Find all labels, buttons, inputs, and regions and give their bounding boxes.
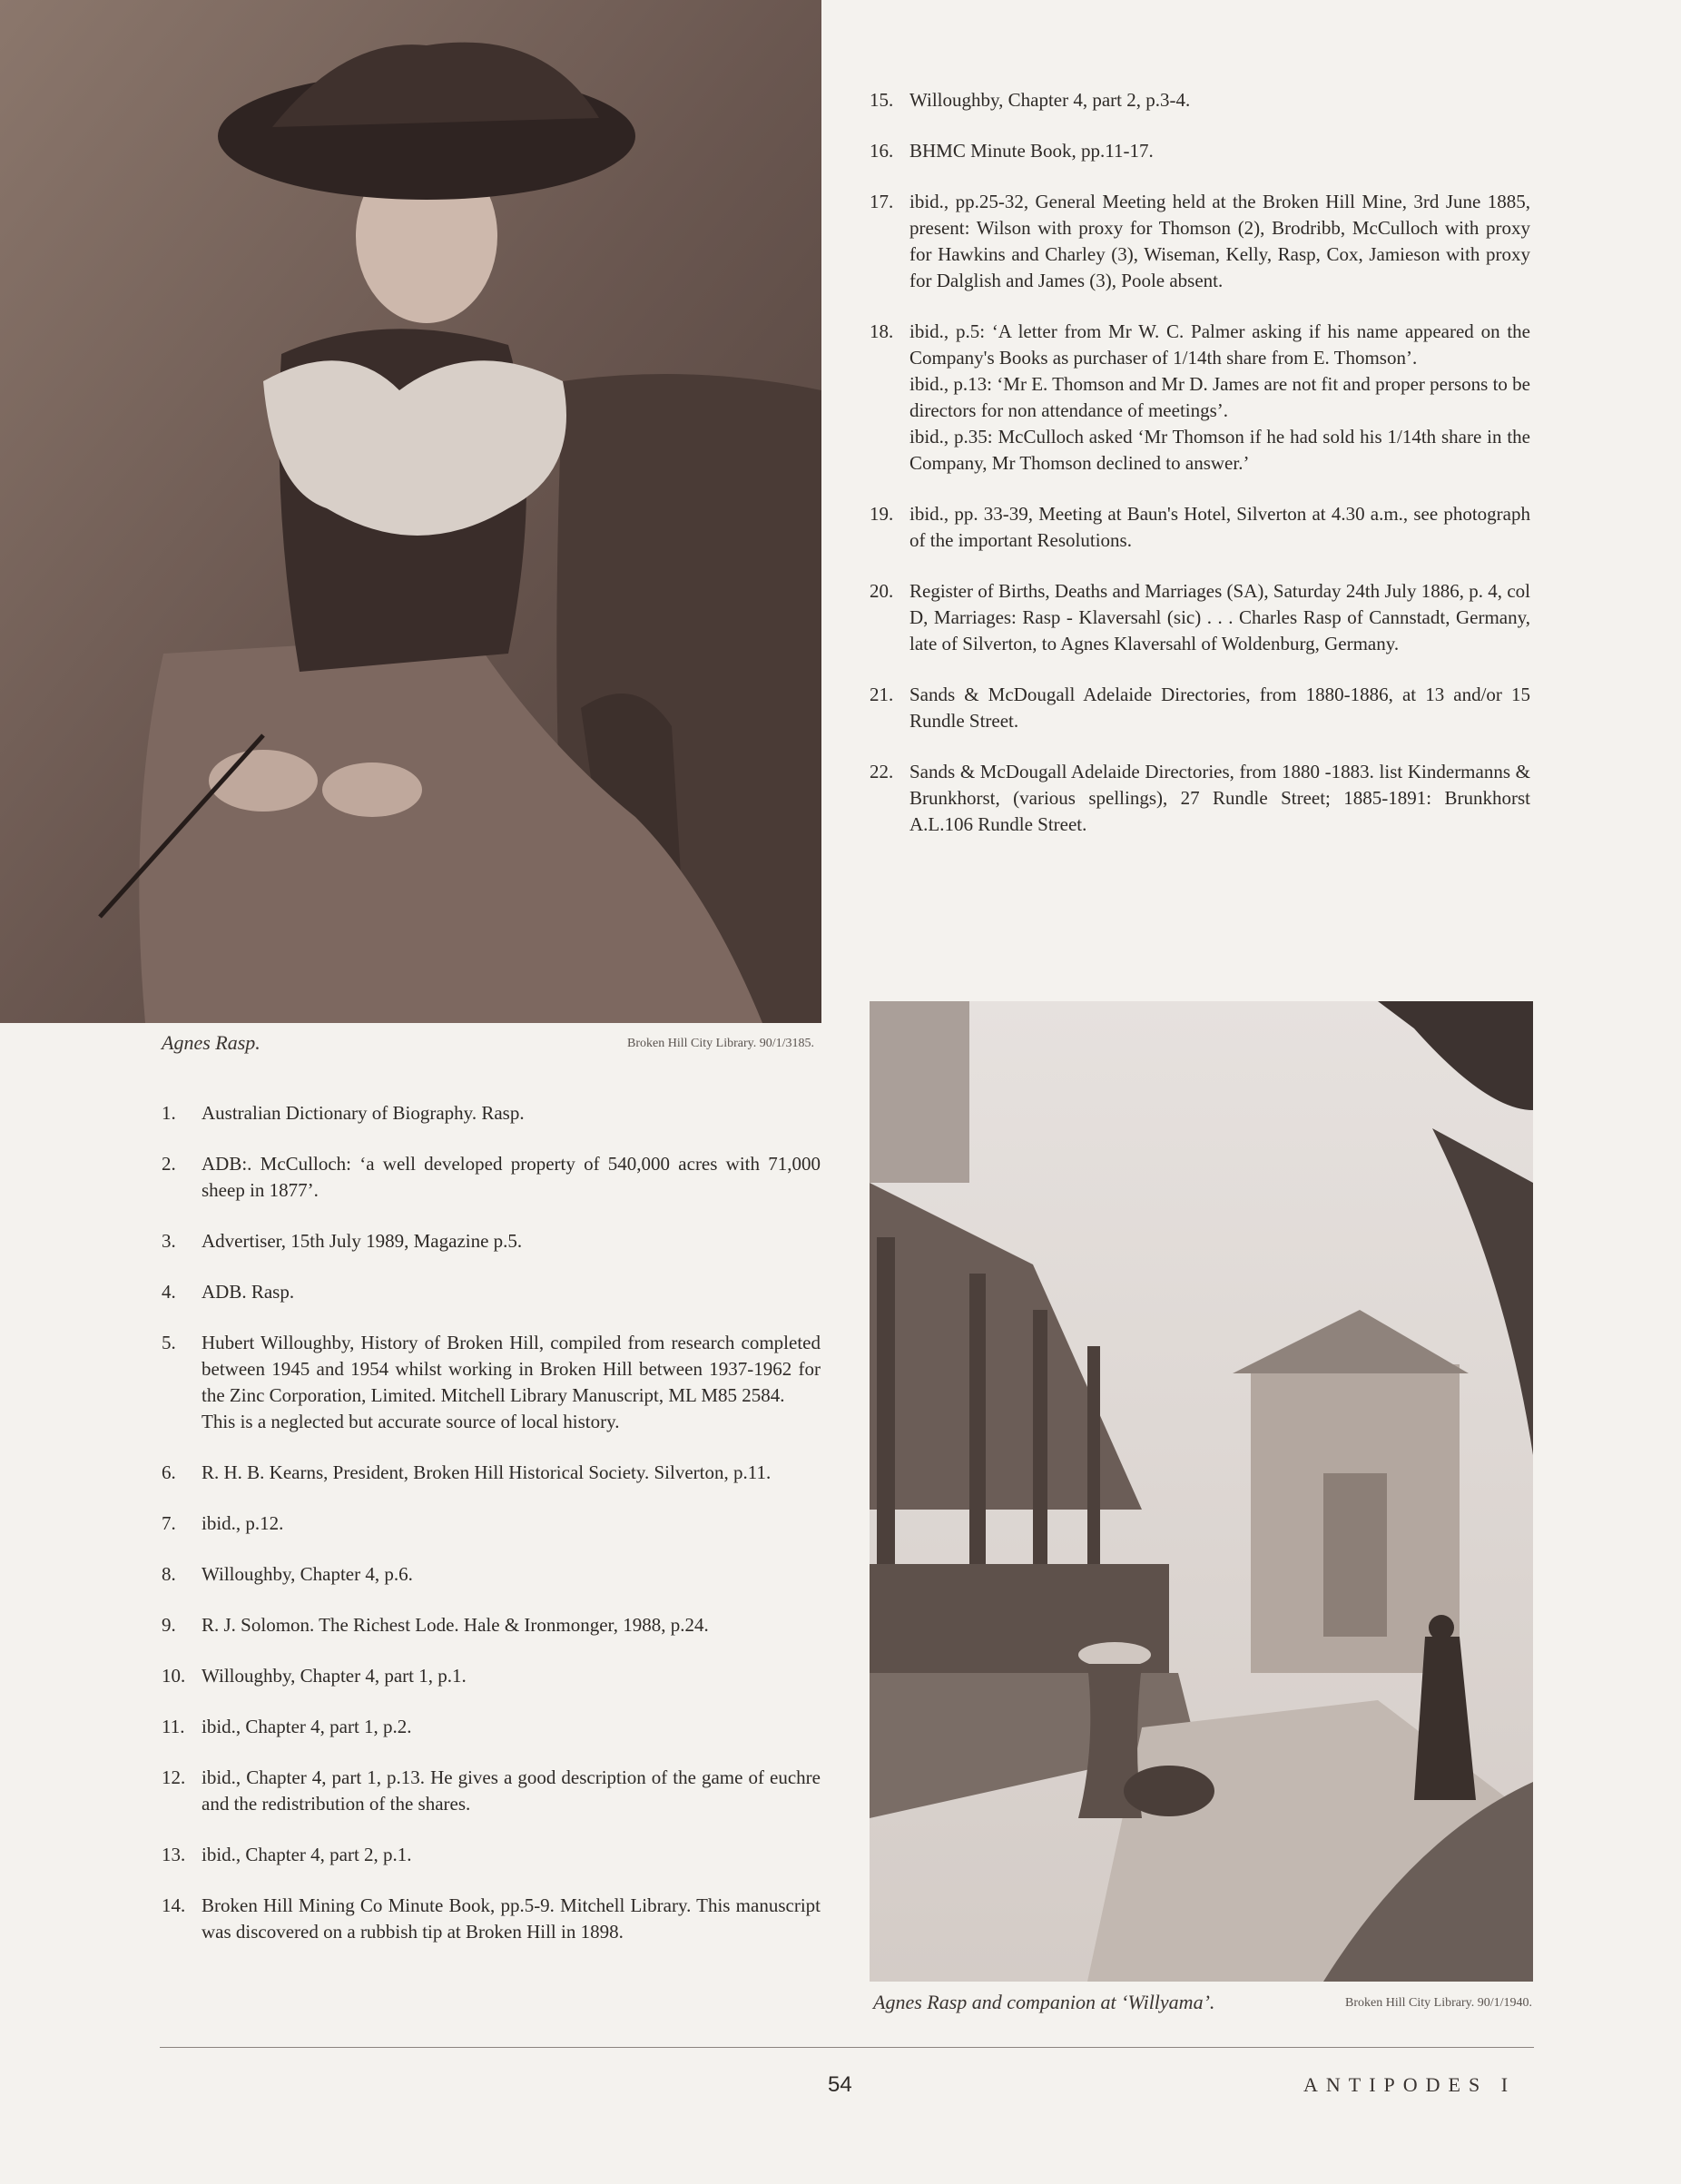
willyama-photo-credit: Broken Hill City Library. 90/1/1940.: [1345, 1996, 1532, 2010]
endnote-text: Hubert Willoughby, History of Broken Hill, compiled from research completed between 1945 and 1954 whilst working in Broken Hill between 1937-1962 for the Zinc Corporation, Limited. Mitchell Library Manuscript, ML M85 2584.: [202, 1332, 821, 1406]
endnote-text: Australian Dictionary of Biography. Rasp.: [202, 1102, 525, 1124]
agnes-rasp-portrait-photo: [0, 0, 821, 1023]
endnote-text: ibid., p.13: ‘Mr E. Thomson and Mr D. James are not fit and proper persons to be directors for non attendance of meetings’.: [909, 373, 1530, 421]
endnote-text: ADB:. McCulloch: ‘a well developed property of 540,000 acres with 71,000 sheep in 1877’.: [202, 1153, 821, 1201]
endnote-text: ibid., Chapter 4, part 2, p.1.: [202, 1844, 412, 1865]
endnote-item: [162, 1842, 821, 1868]
endnote-item: [162, 1663, 821, 1689]
endnote-number: 2.: [162, 1153, 176, 1175]
journal-name: ANTIPODES I: [1303, 2073, 1517, 2096]
endnote-text: ADB. Rasp.: [202, 1281, 295, 1303]
endnote-number: 19.: [870, 503, 894, 525]
willyama-photo-caption: [871, 1991, 1534, 2022]
endnote-item: [162, 1228, 821, 1254]
endnote-item: [162, 1460, 821, 1486]
endnote-item: [162, 1100, 821, 1126]
endnote-text: R. H. B. Kearns, President, Broken Hill Historical Society. Silverton, p.11.: [202, 1461, 772, 1483]
endnote-item: [870, 759, 1530, 838]
page-number: 54: [828, 2072, 852, 2097]
endnote-text: Register of Births, Deaths and Marriages (SA), Saturday 24th July 1886, p. 4, col D, Marriages: Rasp - Klaversahl (sic) . . . Charles Rasp of Cannstadt, Germany, late of Silverton, to Agnes Klaversahl of Woldenburg, Germany.: [909, 580, 1530, 654]
endnote-item: [162, 1330, 821, 1435]
endnote-number: 9.: [162, 1614, 176, 1636]
willyama-house-photo: [870, 1001, 1533, 1982]
endnote-number: 11.: [162, 1716, 185, 1737]
endnote-item: [870, 319, 1530, 477]
endnote-text: BHMC Minute Book, pp.11-17.: [909, 140, 1154, 162]
endnote-text: Sands & McDougall Adelaide Directories, from 1880-1886, at 13 and/or 15 Rundle Street.: [909, 684, 1530, 732]
endnote-text: This is a neglected but accurate source of local history.: [202, 1411, 620, 1432]
endnote-text: ibid., Chapter 4, part 1, p.13. He gives a good description of the game of euchre and the redistribution of the shares.: [202, 1766, 821, 1815]
endnote-item: [162, 1765, 821, 1817]
endnotes-right-column: [870, 87, 1530, 862]
endnote-item: [870, 501, 1530, 554]
endnote-text: Willoughby, Chapter 4, p.6.: [202, 1563, 413, 1585]
endnotes-left-column: [162, 1100, 821, 1970]
endnote-item: [162, 1279, 821, 1305]
endnote-number: 8.: [162, 1563, 176, 1585]
endnote-text: R. J. Solomon. The Richest Lode. Hale & Ironmonger, 1988, p.24.: [202, 1614, 709, 1636]
endnote-item: [162, 1893, 821, 1945]
endnote-number: 10.: [162, 1665, 186, 1687]
endnote-text: Willoughby, Chapter 4, part 2, p.3-4.: [909, 89, 1191, 111]
endnote-number: 7.: [162, 1512, 176, 1534]
endnote-number: 4.: [162, 1281, 176, 1303]
endnote-text: ibid., pp.25-32, General Meeting held at the Broken Hill Mine, 3rd June 1885, present: Wilson with proxy for Thomson (2), Brodribb, McCulloch with proxy for Hawkins and Charley (3), Wiseman, Kelly, Rasp, Cox, Jamieson with proxy for Dalglish and James (3), Poole absent.: [909, 191, 1530, 291]
endnote-item: [870, 578, 1530, 657]
endnote-text: ibid., pp. 33-39, Meeting at Baun's Hotel, Silverton at 4.30 a.m., see photograph of the important Resolutions.: [909, 503, 1530, 551]
endnote-number: 22.: [870, 761, 894, 782]
willyama-photo-caption-title: Agnes Rasp and companion at ‘Willyama’.: [873, 1991, 1215, 2013]
endnote-item: [162, 1612, 821, 1638]
endnote-text: Broken Hill Mining Co Minute Book, pp.5-9. Mitchell Library. This manuscript was discovered on a rubbish tip at Broken Hill in 1898.: [202, 1894, 821, 1943]
endnote-text: ibid., Chapter 4, part 1, p.2.: [202, 1716, 412, 1737]
endnote-item: [870, 682, 1530, 734]
endnote-item: [870, 87, 1530, 113]
agnes-photo-caption: [162, 1031, 820, 1062]
endnote-number: 5.: [162, 1332, 176, 1353]
endnote-item: [870, 189, 1530, 294]
endnote-text: Advertiser, 15th July 1989, Magazine p.5.: [202, 1230, 523, 1252]
endnote-number: 17.: [870, 191, 894, 212]
endnote-text: ibid., p.5: ‘A letter from Mr W. C. Palmer asking if his name appeared on the Company's Books as purchaser of 1/14th share from E. Thomson’.: [909, 320, 1530, 369]
endnote-item: [162, 1151, 821, 1204]
endnote-text: ibid., p.35: McCulloch asked ‘Mr Thomson if he had sold his 1/14th share in the Company, Mr Thomson declined to answer.’: [909, 426, 1530, 474]
endnote-number: 12.: [162, 1766, 186, 1788]
endnote-item: [870, 138, 1530, 164]
endnote-number: 14.: [162, 1894, 186, 1916]
endnote-number: 6.: [162, 1461, 176, 1483]
endnote-number: 1.: [162, 1102, 176, 1124]
endnote-text: Sands & McDougall Adelaide Directories, from 1880 -1883. list Kindermanns & Brunkhorst, (various spellings), 27 Rundle Street; 1885-1891: Brunkhorst A.L.106 Rundle Street.: [909, 761, 1530, 835]
agnes-photo-credit: Broken Hill City Library. 90/1/3185.: [627, 1037, 814, 1050]
endnote-number: 16.: [870, 140, 894, 162]
agnes-photo-caption-title: Agnes Rasp.: [162, 1031, 261, 1054]
footer-rule: [160, 2047, 1534, 2048]
endnote-text: Willoughby, Chapter 4, part 1, p.1.: [202, 1665, 467, 1687]
endnote-text: ibid., p.12.: [202, 1512, 284, 1534]
endnote-number: 3.: [162, 1230, 176, 1252]
endnote-number: 20.: [870, 580, 894, 602]
endnote-number: 21.: [870, 684, 894, 705]
endnote-item: [162, 1510, 821, 1537]
endnote-number: 13.: [162, 1844, 186, 1865]
endnote-number: 18.: [870, 320, 894, 342]
endnote-number: 15.: [870, 89, 894, 111]
endnote-item: [162, 1714, 821, 1740]
endnote-item: [162, 1561, 821, 1588]
